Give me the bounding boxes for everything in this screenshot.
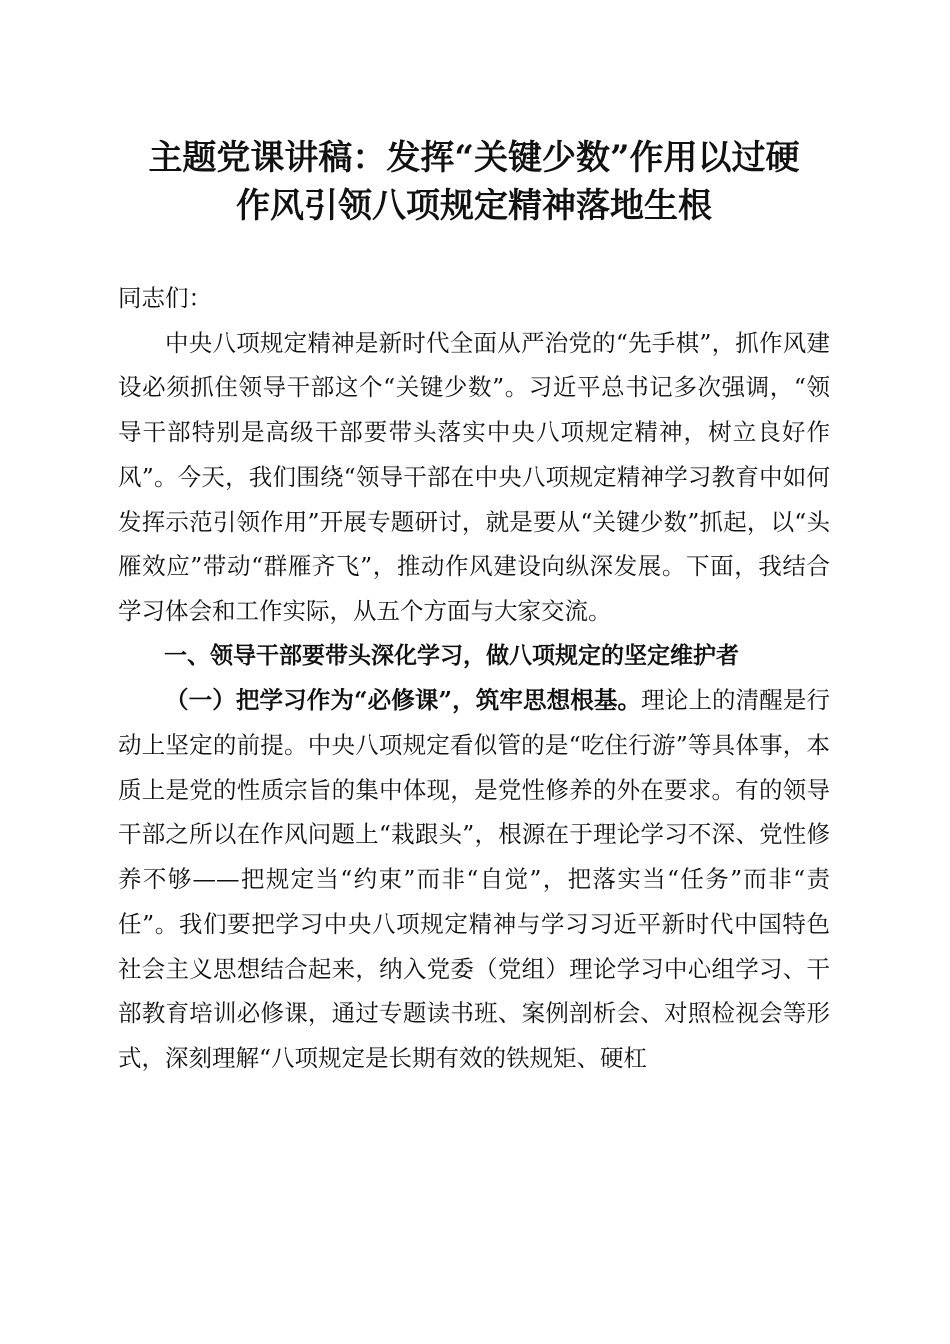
subsection-paragraph-1 xyxy=(118,678,830,1080)
title-line-1: 主题党课讲稿：发挥“关键少数”作用以过硬 xyxy=(148,138,800,178)
salutation: 同志们： xyxy=(118,284,212,312)
document-title xyxy=(118,134,830,230)
intro-paragraph: 中央八项规定精神是新时代全面从严治党的“先手棋”，抓作风建设必须抓住领导干部这个“关键少数”。习近平总书记多次强调，“领导干部特别是高级干部要带头落实中央八项规定精神，树立良好作风”。今天，我们围绕“领导干部在中央八项规定精神学习教育中如何发挥示范引领作用”开展专题研讨，就是要从“关键少数”抓起，以“头雁效应”带动“群雁齐飞”，推动作风建设向纵深发展。下面，我结合学习体会和工作实际，从五个方面与大家交流。 xyxy=(118,328,830,625)
document-page xyxy=(118,134,830,1081)
title-line-2: 作风引领八项规定精神落地生根 xyxy=(236,186,712,226)
subsection-body-1: 理论上的清醒是行动上坚定的前提。中央八项规定看似管的是“吃住行游”等具体事，本质上是党的性质宗旨的集中体现，是党性修养的外在要求。有的领导干部之所以在作风问题上“栽跟头”，根源在于理论学习不深、党性修养不够——把规定当“约束”而非“自觉”，把落实当“任务”而非“责任”。我们要把学习中央八项规定精神与学习习近平新时代中国特色社会主义思想结合起来，纳入党委（党组）理论学习中心组学习、干部教育培训必修课，通过专题读书班、案例剖析会、对照检视会等形式，深刻理解“八项规定是长期有效的铁规矩、硬杠 xyxy=(118,686,830,1072)
subsection-heading-1: （一）把学习作为“必修课”，筑牢思想根基。 xyxy=(165,686,642,715)
section-heading-1: 一、领导干部要带头深化学习，做八项规定的坚定维护者 xyxy=(164,642,739,669)
